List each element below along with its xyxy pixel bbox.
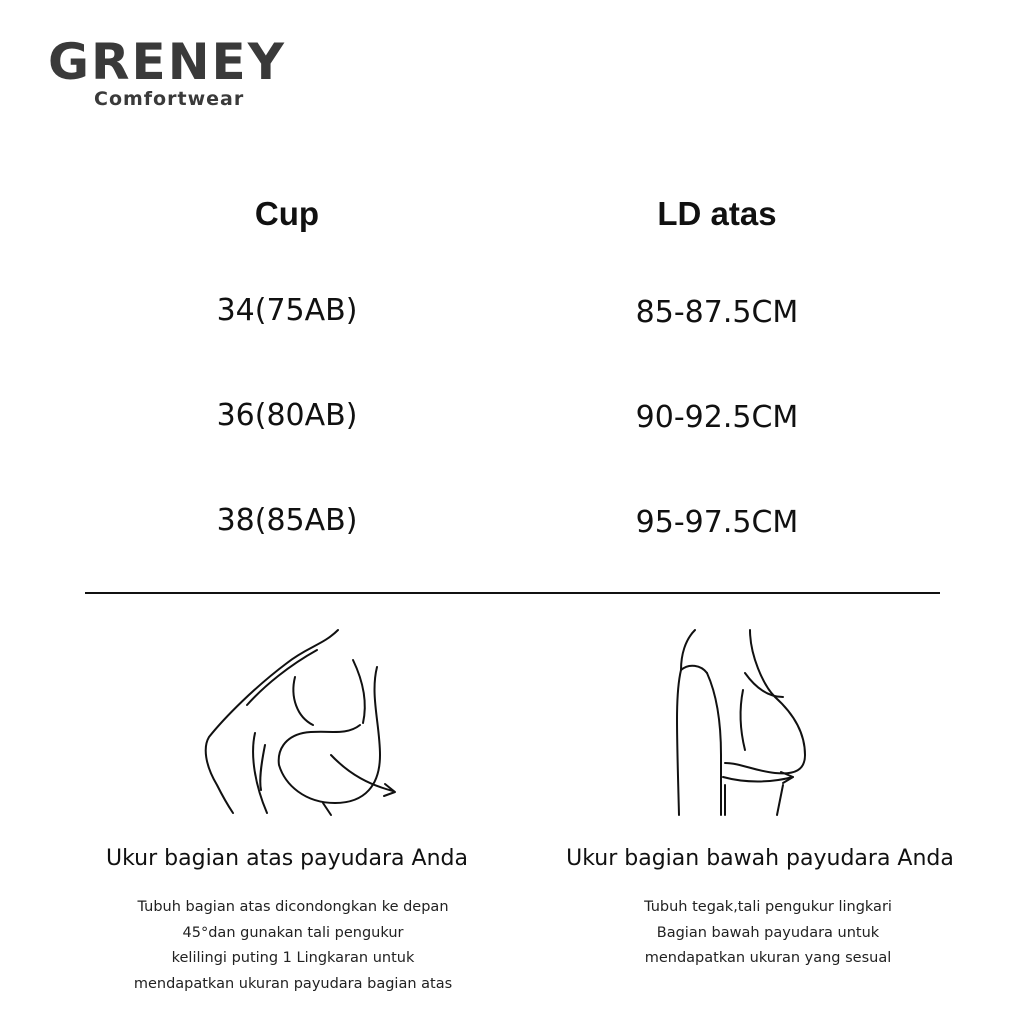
under-bust-line-3: mendapatkan ukuran yang sesual [644, 950, 892, 966]
under-bust-line-1: Tubuh tegak,tali pengukur lingkari [644, 899, 892, 915]
under-bust-line-2: Bagian bawah payudara untuk [656, 924, 880, 941]
under-bust-caption-title: Ukur bagian bawah payudara Anda [566, 846, 954, 871]
upper-bust-caption-title: Ukur bagian atas payudara Anda [106, 846, 468, 871]
header-ld-atas: LD atas [657, 195, 777, 232]
row-3-cup: 38(85AB) [216, 503, 358, 538]
brand-name: GRENEY [48, 33, 286, 91]
row-2-cup: 36(80AB) [216, 398, 358, 433]
divider-line [85, 592, 940, 594]
row-3-ld-atas: 95-97.5CM [635, 505, 799, 540]
upper-bust-line-3: kelilingi puting 1 Lingkaran untuk [171, 950, 415, 966]
row-2-ld-atas: 90-92.5CM [635, 400, 799, 435]
upper-bust-line-1: Tubuh bagian atas dicondongkan ke depan [137, 899, 449, 915]
row-1-ld-atas: 85-87.5CM [635, 295, 799, 330]
row-1-cup: 34(75AB) [216, 293, 358, 328]
upper-bust-line-2: 45°dan gunakan tali pengukur [182, 924, 404, 941]
upper-bust-instructions [53, 895, 533, 997]
brand-logo [48, 34, 286, 110]
under-bust-instructions [528, 895, 1008, 972]
upper-bust-measure-illustration [195, 625, 415, 820]
brand-tagline: Comfortwear [94, 88, 245, 110]
header-cup: Cup [254, 195, 320, 232]
under-bust-measure-illustration [655, 625, 825, 820]
upper-bust-line-4: mendapatkan ukuran payudara bagian atas [133, 975, 453, 992]
